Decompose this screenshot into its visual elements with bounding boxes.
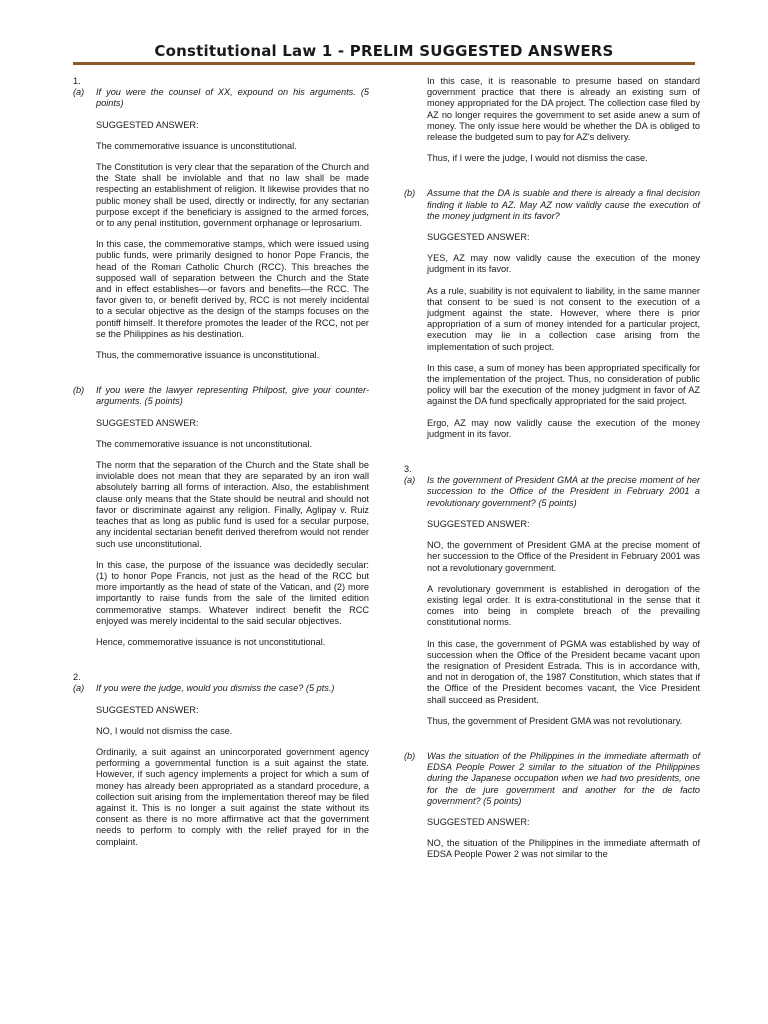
suggested-answer-label: SUGGESTED ANSWER: — [427, 816, 530, 827]
answer-paragraph: NO, the government of President GMA at the precise moment of her succession to the Office of the President in February 2001 was not a revolutionary government. — [427, 540, 700, 573]
right-column — [404, 76, 700, 871]
question-text: If you were the judge, would you dismiss the case? (5 pts.) — [96, 683, 335, 694]
question-1a — [73, 87, 369, 109]
question-label: (a) — [73, 683, 85, 694]
suggested-answer-label: SUGGESTED ANSWER: — [96, 417, 199, 428]
answer-paragraph: NO, I would not dismiss the case. — [96, 725, 233, 736]
answer-paragraph: Thus, if I were the judge, I would not dismiss the case. — [427, 153, 648, 164]
page-title: Constitutional Law 1 - PRELIM SUGGESTED ANSWERS — [154, 42, 614, 60]
question-number: 2. — [73, 672, 81, 683]
answer-paragraph: As a rule, suability is not equivalent to liability, in the same manner that consent to be sued is not consent to the execution of a judgment against the state. However, where there is prior appropriation of a sum of money intended for a particular project, execution may lie in a collection case arising from the implementation of such project. — [427, 285, 700, 352]
answer-paragraph: The commemorative issuance is not unconstitutional. — [96, 438, 313, 449]
answer-paragraph: In this case, the government of PGMA was established by way of succession when the Office of the President became vacant upon the resignation of President Estrada. This is in accordance with, and not in derogation of, the 1987 Constitution, which states that if the Office of the President becomes vacant, the Vice President shall succeed as President. — [427, 638, 700, 705]
suggested-answer-label: SUGGESTED ANSWER: — [427, 232, 530, 243]
suggested-answer-label: SUGGESTED ANSWER: — [96, 704, 199, 715]
question-text: Assume that the DA is suable and there is already a final decision finding it liable to AZ. May AZ now validly cause the execution of the money judgment in its favor? — [427, 188, 700, 221]
question-text: If you were the counsel of XX, expound on his arguments. (5 points) — [96, 87, 369, 109]
answer-paragraph: The Constitution is very clear that the separation of the Church and the State shall be inviolable and that no law shall be made respecting an establishment of religion. It likewise provides that no public money shall be used, directly or indirectly, for any sectarian purpose except if the beneficiary is assigned to the armed forces, or to any penal institution, government orphanage or leprosarium. — [96, 162, 369, 229]
answer-paragraph: A revolutionary government is established in derogation of the existing legal order. It is extra-constitutional in the sense that it comes into being in complete breach of the prevailing constitutional norms. — [427, 583, 700, 628]
question-3b — [404, 751, 700, 807]
question-1b — [73, 385, 369, 407]
question-label: (b) — [404, 188, 416, 199]
answer-paragraph: In this case, the commemorative stamps, which were issued using public funds, were primarily designed to honor Pope Francis, the head of the Roman Catholic Church (RCC). This breaches the supposed wall of separation between the Church and the State and in effect establishes—or favors and benefits—the RCC. The favor given to, or benefit derived by, RCC is not merely incidental to a secular objective as the design of the stamps focuses on the pontiff himself. It therefore promotes the leader of the RCC, not per se the Philippines as his destination. — [96, 239, 369, 339]
answer-paragraph: Thus, the government of President GMA was not revolutionary. — [427, 715, 683, 726]
answer-paragraph: NO, the situation of the Philippines in the immediate aftermath of EDSA People Power 2 was not similar to the — [427, 838, 700, 860]
answer-paragraph: YES, AZ may now validly cause the execution of the money judgment in its favor. — [427, 253, 700, 275]
answer-paragraph: Hence, commemorative issuance is not unconstitutional. — [96, 636, 326, 647]
answer-paragraph: Ergo, AZ may now validly cause the execution of the money judgment in its favor. — [427, 417, 700, 439]
answer-paragraph: In this case, a sum of money has been appropriated specifically for the implementation of the project. Thus, no consideration of public policy will bar the execution of the money judgment in favor of AZ against the DA fund specfically appropriated for the said project. — [427, 362, 700, 407]
suggested-answer-label: SUGGESTED ANSWER: — [427, 518, 530, 529]
question-2b — [404, 188, 700, 222]
question-label: (b) — [404, 750, 416, 761]
answer-paragraph: Thus, the commemorative issuance is unconstitutional. — [96, 350, 320, 361]
left-column — [73, 76, 369, 858]
question-label: (a) — [404, 475, 416, 486]
question-text: Is the government of President GMA at the precise moment of her succession to the Office of the President in February 2001 a revolutionary government? (5 points) — [427, 475, 700, 508]
question-label: (b) — [73, 385, 85, 396]
answer-paragraph: In this case, it is reasonable to presume based on standard government practice that there is already an existing sum of money appropriated for the DA project. The collection case filed by AZ no longer requires the government to set aside anew a sum of money. The only issue here would be whether the DA is obliged to release the budgeted sum to pay for AZ's delivery. — [427, 76, 700, 143]
suggested-answer-label: SUGGESTED ANSWER: — [96, 119, 199, 130]
answer-paragraph: In this case, the purpose of the issuance was decidedly secular: (1) to honor Pope Francis, not just as the head of the RCC but more importantly as the head of state of the Vatican, and (2) more importantly to raise funds from the sale of the limited edition commemorative stamps. Whatever indirect benefit the RCC enjoyed was merely incidental to the said secular objectives. — [96, 559, 369, 626]
question-number: 3. — [404, 464, 412, 475]
question-text: Was the situation of the Philippines in the immediate aftermath of EDSA People Power 2 similar to the situation of the Philippines during the Japanese occupation when we had two presidents, one for the de jure government and another for the de facto government? (5 points) — [427, 750, 700, 806]
title-rule — [73, 62, 695, 65]
question-3a — [404, 475, 700, 509]
answer-paragraph: Ordinarily, a suit against an unincorporated government agency performing a governmental function is a suit against the state. However, if such agency implements a project for which a sum of money has already been appropriated as a standard procedure, a collection suit arising from the implementation thereof may be filed against it. This is no longer a suit against the state without its consent as there is no more affirmative act that the government needs to perform to comply with the relief prayed for in the complaint. — [96, 746, 369, 847]
question-2a — [73, 683, 369, 694]
question-label: (a) — [73, 87, 85, 98]
question-number: 1. — [73, 76, 81, 86]
answer-paragraph: The norm that the separation of the Church and the State shall be inviolable does not mean that they are separated by an iron wall absolutely barring all forms of interaction. Also, the establishment clause only means that the State should be neutral and should not favor or discriminate against any religion. Finally, Aglipay v. Ruiz teaches that as long as public fund is used for a secular purpose, any incidental sectarian benefit derived therefrom would not render such use unconstitutional. — [96, 460, 369, 549]
answer-paragraph: The commemorative issuance is unconstitutional. — [96, 140, 297, 151]
question-text: If you were the lawyer representing Philpost, give your counter-arguments. (5 points) — [96, 385, 369, 407]
